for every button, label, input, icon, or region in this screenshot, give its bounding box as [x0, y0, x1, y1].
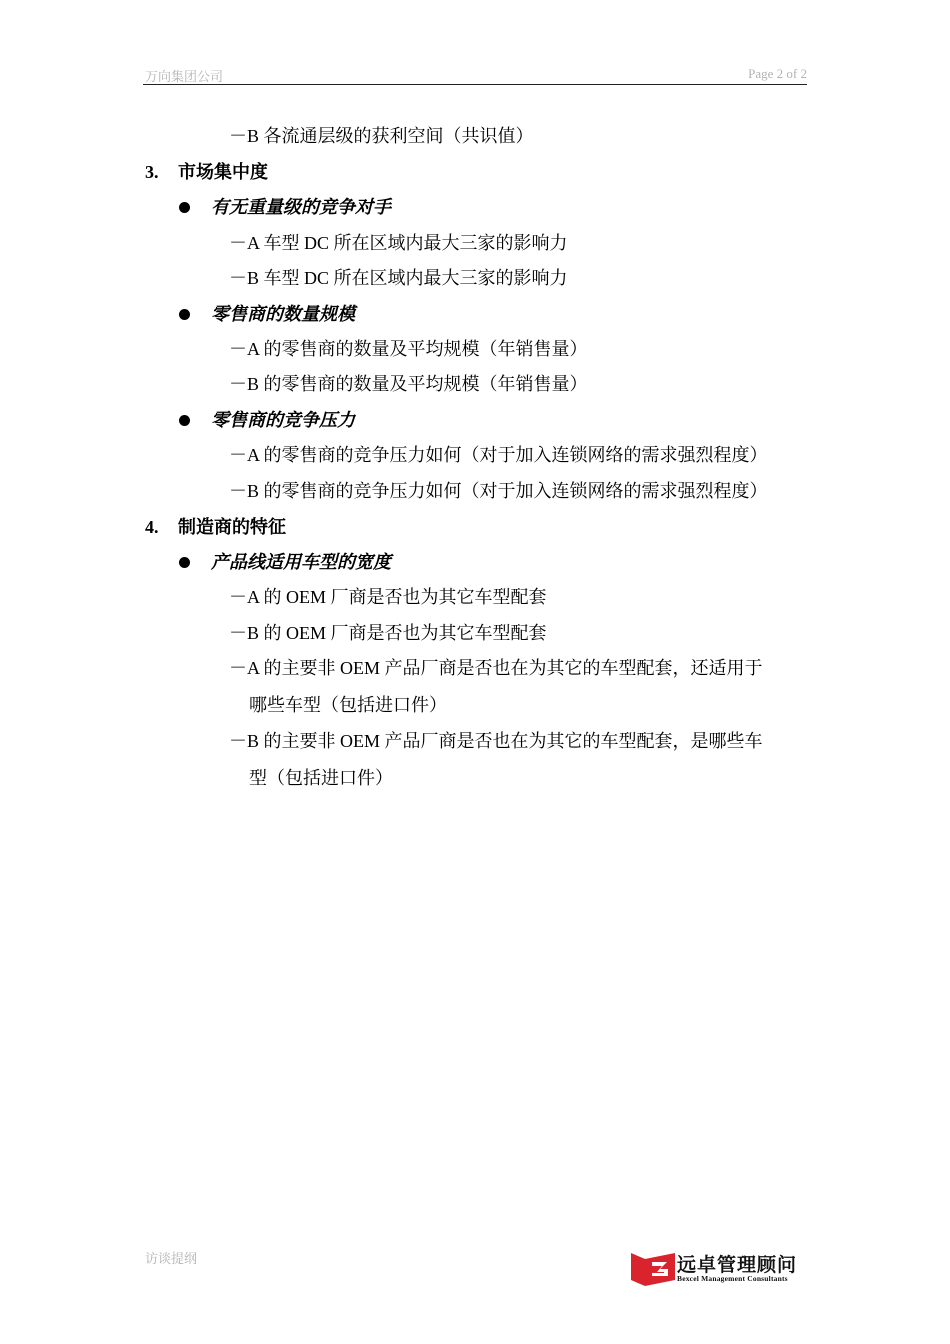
bullet-icon [179, 202, 190, 213]
bullet-icon [179, 415, 190, 426]
list-item: －A 的 OEM 厂商是否也为其它车型配套 [229, 587, 547, 607]
list-item: －B 的 OEM 厂商是否也为其它车型配套 [229, 623, 547, 643]
bullet-icon [179, 309, 190, 320]
list-item: －A 的主要非 OEM 产品厂商是否也在为其它的车型配套，还适用于 [229, 658, 763, 678]
bullet-heading: 有无重量级的竞争对手 [211, 197, 391, 217]
header-rule [143, 84, 807, 85]
list-item: －B 的零售商的数量及平均规模（年销售量） [229, 374, 588, 394]
list-item: －B 的零售商的竞争压力如何（对于加入连锁网络的需求强烈程度） [229, 481, 768, 501]
header-page-number: Page 2 of 2 [748, 66, 807, 81]
logo-text-chinese: 远卓管理顾问 [677, 1255, 798, 1276]
bullet-heading: 零售商的数量规模 [211, 304, 355, 324]
footer-document-title: 访谈提纲 [145, 1251, 198, 1266]
bullet-icon [179, 557, 190, 568]
section-number: 3. [145, 162, 159, 182]
logo-mark-icon [631, 1250, 675, 1286]
bullet-heading: 零售商的竞争压力 [211, 410, 355, 430]
section-title: 制造商的特征 [178, 517, 286, 537]
list-item: －B 各流通层级的获利空间（共识值） [229, 126, 534, 146]
bullet-heading: 产品线适用车型的宽度 [211, 552, 391, 572]
logo-text-english: Bexcel Management Consultants [677, 1274, 788, 1283]
list-item: －A 的零售商的数量及平均规模（年销售量） [229, 339, 588, 359]
header-company: 万向集团公司 [145, 69, 224, 84]
company-logo [631, 1250, 806, 1290]
list-item: －B 的主要非 OEM 产品厂商是否也在为其它的车型配套，是哪些车 [229, 731, 763, 751]
list-item: －A 的零售商的竞争压力如何（对于加入连锁网络的需求强烈程度） [229, 445, 768, 465]
list-item: －B 车型 DC 所在区域内最大三家的影响力 [229, 268, 568, 288]
section-number: 4. [145, 517, 159, 537]
list-item-continuation: 型（包括进口件） [249, 768, 393, 788]
list-item-continuation: 哪些车型（包括进口件） [249, 695, 447, 715]
section-title: 市场集中度 [178, 162, 268, 182]
list-item: －A 车型 DC 所在区域内最大三家的影响力 [229, 233, 568, 253]
